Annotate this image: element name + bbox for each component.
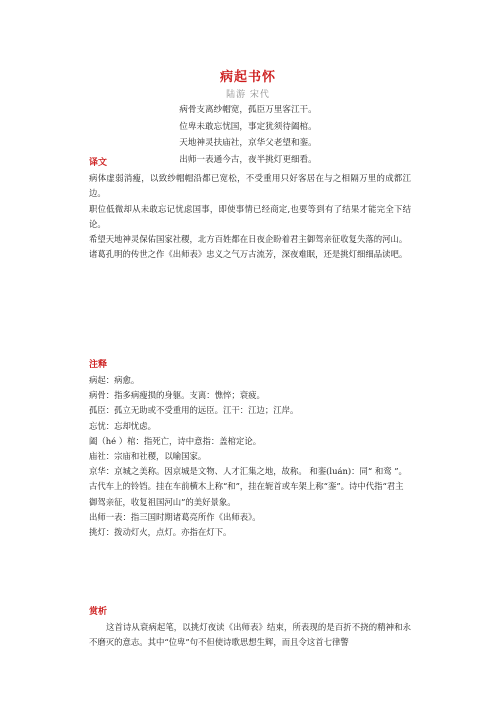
note-item: 庙社：宗庙和社稷，以喻国家。 <box>89 451 207 462</box>
appreciation-heading: 赏析 <box>89 607 108 617</box>
poem-line: 病骨支离纱帽宽，孤臣万里客江干。 <box>179 105 317 115</box>
poem-line: 天地神灵扶庙社，京华父老望和銮。 <box>179 138 317 148</box>
note-item: 阖（hé ）棺：指死亡，诗中意指：盖棺定论。 <box>89 435 262 446</box>
poem-line: 出师一表通今古，夜半挑灯更细看。 <box>179 154 317 165</box>
note-item: 挑灯：拨动灯火，点灯。亦指在灯下。 <box>89 527 232 538</box>
note-item: 京华：京城之美称。因京城是文物、人才汇集之地，故称。 和銮(luán)：同“ 和鸾 ”。古代车上的铃铛。挂在车前横木上称“和”，挂在轭首或车架上称“銮”。诗中代指“君主御驾亲征，收复祖国河山”的美好景象。 <box>89 466 407 507</box>
note-item: 出师一表：指三国时期诸葛亮所作《出师表》。 <box>89 511 261 522</box>
note-item: 忘忧：忘却忧虑。 <box>89 420 156 431</box>
poem-title: 病起书怀 <box>219 70 276 85</box>
poem-line: 位卑未敢忘忧国，事定犹须待阖棺。 <box>179 121 317 132</box>
translation-paragraph: 职位低微却从未敢忘记忧虑国事，即使事情已经商定,也要等到有了结果才能完全下结论。 <box>89 203 411 229</box>
translation-paragraph: 病体虚弱消瘦，以致纱帽帽沿都已宽松，不受重用只好客居在与之相隔万里的成都江边。 <box>89 173 411 199</box>
appreciation-section <box>89 605 411 651</box>
notes-heading: 注释 <box>89 360 108 370</box>
appreciation-paragraph: 这首诗从衰病起笔，以挑灯夜读《出师表》结束，所表现的是百折不挠的精神和永不磨灭的意志。其中“位卑”句不但使诗歌思想生辉，而且令这首七律警 <box>89 622 411 648</box>
notes-section <box>89 358 411 540</box>
translation-section <box>89 156 411 263</box>
translation-heading: 译文 <box>89 158 108 168</box>
poem-author: 陆游 宋代 <box>226 90 270 100</box>
note-item: 病起：病愈。 <box>89 375 140 385</box>
translation-paragraph: 希望天地神灵保佑国家社稷，北方百姓都在日夜企盼着君主御驾亲征收复失落的河山。 <box>89 234 408 245</box>
note-item: 病骨：指多病瘦损的身躯。支离：憔悴；衰疲。 <box>89 390 265 401</box>
note-item: 孤臣：孤立无助或不受重用的远臣。江干：江边；江岸。 <box>89 405 299 416</box>
translation-paragraph: 诸葛孔明的传世之作《出师表》忠义之气万古流芳，深夜难眠，还是挑灯细细品读吧。 <box>89 249 408 260</box>
